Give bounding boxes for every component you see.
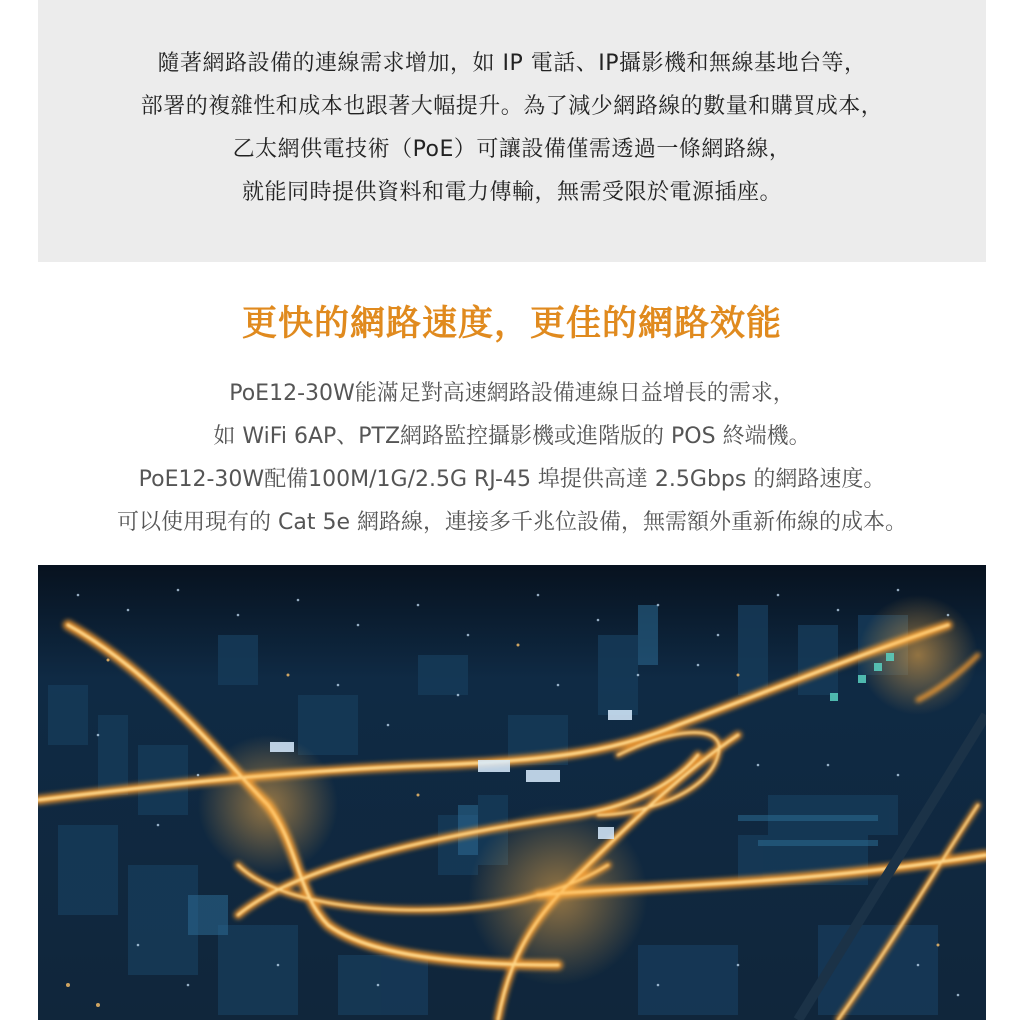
city-highway-illustration bbox=[38, 565, 986, 1020]
intro-line: 部署的複雜性和成本也跟著大幅提升。為了減少網路線的數量和購買成本， bbox=[140, 94, 884, 119]
intro-line: 乙太網供電技術（PoE）可讓設備僅需透過一條網路線， bbox=[232, 137, 792, 162]
intro-line: 就能同時提供資料和電力傳輸，無需受限於電源插座。 bbox=[241, 180, 782, 205]
intro-paragraph bbox=[38, 42, 986, 214]
section-title: 更快的網路速度，更佳的網路效能 bbox=[241, 304, 782, 344]
features-line: PoE12-30W配備100M/1G/2.5G RJ-45 埠提供高達 2.5Gbps 的網路速度。 bbox=[138, 467, 886, 492]
features-line: PoE12-30W能滿足對高速網路設備連線日益增長的需求， bbox=[229, 381, 795, 406]
hero-city-night-image bbox=[38, 565, 986, 1020]
features-line: 如 WiFi 6AP、PTZ網路監控攝影機或進階版的 POS 終端機。 bbox=[213, 424, 811, 449]
intro-panel bbox=[38, 0, 986, 262]
intro-line: 隨著網路設備的連線需求增加，如 IP 電話、IP攝影機和無線基地台等， bbox=[157, 51, 867, 76]
features-paragraph bbox=[0, 372, 1024, 544]
features-line: 可以使用現有的 Cat 5e 網路線，連接多千兆位設備，無需額外重新佈線的成本。 bbox=[117, 510, 907, 535]
